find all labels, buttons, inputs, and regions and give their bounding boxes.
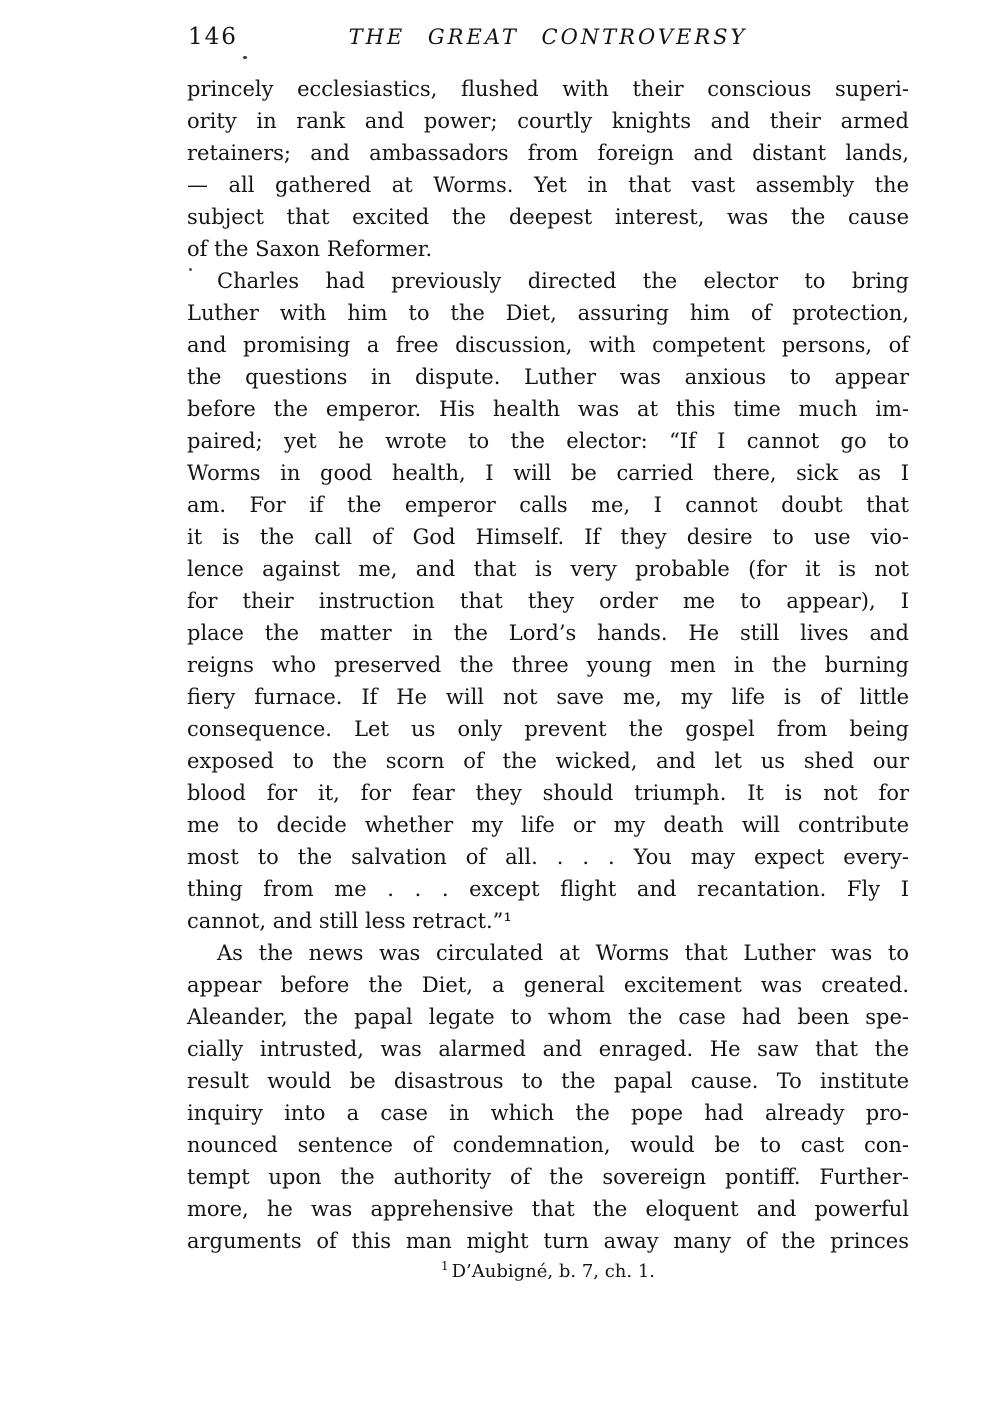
footnote-marker: 1 <box>440 1259 449 1273</box>
text-line: place the matter in the Lord’s hands. He still lives and <box>187 621 909 645</box>
text-line: me to decide whether my life or my death will contribute <box>187 813 909 837</box>
text-line: and promising a free discussion, with competent persons, of <box>187 333 909 357</box>
text-line: retainers; and ambassadors from foreign and distant lands, <box>187 141 909 165</box>
text-line: of the Saxon Reformer. <box>187 237 433 261</box>
text-line: Luther with him to the Diet, assuring him of protection, <box>187 301 909 325</box>
text-line: consequence. Let us only prevent the gospel from being <box>187 717 909 741</box>
text-line: before the emperor. His health was at this time much im- <box>187 397 909 421</box>
text-line: inquiry into a case in which the pope had already pro- <box>187 1101 909 1125</box>
running-title: THE GREAT CONTROVERSY <box>348 25 748 49</box>
text-line: thing from me . . . except flight and recantation. Fly I <box>187 877 909 901</box>
text-line: fiery furnace. If He will not save me, my life is of little <box>187 685 909 709</box>
text-line: more, he was apprehensive that the eloquent and powerful <box>187 1197 909 1221</box>
text-line: reigns who preserved the three young men in the burning <box>187 653 909 677</box>
text-line: Worms in good health, I will be carried there, sick as I <box>187 461 909 485</box>
text-line: ority in rank and power; courtly knights and their armed <box>187 109 909 133</box>
page-number: 146 <box>188 24 238 50</box>
text-line: As the news was circulated at Worms that Luther was to <box>217 941 909 965</box>
footnote-text: D’Aubigné, b. 7, ch. 1. <box>451 1261 656 1282</box>
text-line: it is the call of God Himself. If they desire to use vio- <box>187 525 909 549</box>
text-line: arguments of this man might turn away many of the princes <box>187 1229 909 1253</box>
footnote <box>187 1259 909 1282</box>
text-line: nounced sentence of condemnation, would be to cast con- <box>187 1133 909 1157</box>
text-line: blood for it, for fear they should triumph. It is not for <box>187 781 909 805</box>
text-line: result would be disastrous to the papal cause. To institute <box>187 1069 909 1093</box>
page-header <box>187 22 909 56</box>
text-line: Charles had previously directed the elector to bring <box>217 269 909 293</box>
text-line: Aleander, the papal legate to whom the case had been spe- <box>187 1005 909 1029</box>
text-line: paired; yet he wrote to the elector: “If I cannot go to <box>187 429 909 453</box>
text-line: appear before the Diet, a general excitement was created. <box>187 973 909 997</box>
text-line: the questions in dispute. Luther was anxious to appear <box>187 365 909 389</box>
text-line: cannot, and still less retract.”¹ <box>187 909 512 933</box>
body-text <box>187 73 909 1257</box>
text-line: subject that excited the deepest interest, was the cause <box>187 205 909 229</box>
ink-speck <box>243 56 247 59</box>
text-line: exposed to the scorn of the wicked, and let us shed our <box>187 749 909 773</box>
text-line: princely ecclesiastics, flushed with their conscious superi- <box>187 77 909 101</box>
text-line: — all gathered at Worms. Yet in that vast assembly the <box>187 173 909 197</box>
text-line: tempt upon the authority of the sovereign pontiff. Further- <box>187 1165 909 1189</box>
text-line: for their instruction that they order me to appear), I <box>187 589 909 613</box>
text-line: cially intrusted, was alarmed and enraged. He saw that the <box>187 1037 909 1061</box>
text-line: am. For if the emperor calls me, I cannot doubt that <box>187 493 909 517</box>
text-line: most to the salvation of all. . . . You may expect every- <box>187 845 909 869</box>
text-line: lence against me, and that is very probable (for it is not <box>187 557 909 581</box>
